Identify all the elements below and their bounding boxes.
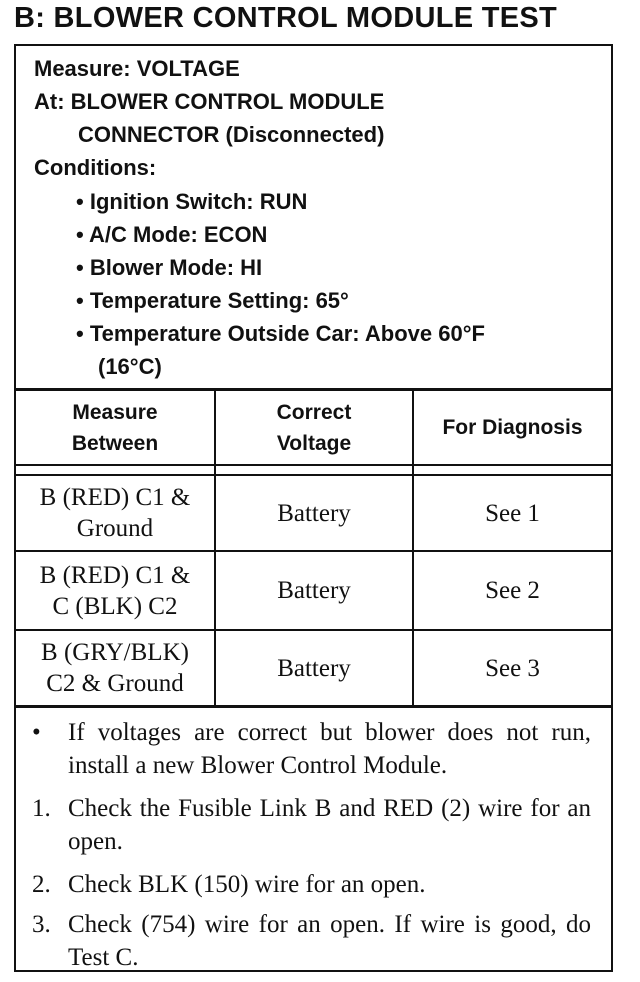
note-number: 3.	[32, 911, 51, 938]
table-row-3-voltage: Battery	[277, 654, 351, 682]
table-row-3-between: B (GRY/BLK) C2 & Ground	[41, 639, 189, 697]
header-measure-between: Measure Between	[71, 400, 159, 455]
table-row-2-between: B (RED) C1 & C (BLK) C2	[39, 561, 191, 620]
table-row-1-diagnosis: See 1	[485, 499, 540, 527]
bullet-icon: •	[76, 321, 84, 346]
table-row-2-voltage: Battery	[277, 577, 351, 604]
table-row-3-diagnosis: See 3	[485, 654, 540, 682]
conditions-label: Conditions:	[34, 155, 157, 180]
header-rule	[16, 464, 611, 466]
bullet-icon: •	[76, 288, 84, 313]
at-line-1: At: BLOWER CONTROL MODULE	[34, 89, 385, 114]
note-text: Check BLK (150) wire for an open.	[68, 871, 426, 898]
note-number: 1.	[32, 795, 51, 822]
table-row-1-voltage: Battery	[277, 499, 351, 527]
header-for-diagnosis: For Diagnosis	[442, 416, 583, 439]
condition-item: • Temperature Setting: 65°	[76, 288, 349, 313]
at-line-2: CONNECTOR (Disconnected)	[78, 122, 385, 147]
bullet-icon: •	[76, 255, 84, 280]
bullet-icon: •	[76, 189, 84, 214]
table-row-2-diagnosis: See 2	[485, 577, 540, 604]
condition-item: • Ignition Switch: RUN	[76, 189, 308, 214]
note-number: 2.	[32, 871, 51, 898]
measure-line: Measure: VOLTAGE	[34, 56, 240, 81]
bullet-icon: •	[32, 719, 41, 746]
test-procedure-box	[14, 44, 613, 972]
condition-item: • A/C Mode: ECON	[76, 222, 268, 247]
condition-item: • Blower Mode: HI	[76, 255, 263, 280]
table-bottom-rule	[16, 705, 611, 708]
header-correct-voltage: Correct Voltage	[276, 400, 352, 455]
condition-item: • Temperature Outside Car: Above 60°F	[76, 321, 485, 346]
page-title: B: BLOWER CONTROL MODULE TEST	[14, 2, 558, 34]
measurement-conditions	[16, 46, 611, 388]
note-text: If voltages are correct but blower does not run, install a new Blower Control Module.	[68, 719, 591, 779]
note-text: Check the Fusible Link B and RED (2) wire for an open.	[68, 795, 591, 855]
bullet-icon: •	[76, 222, 84, 247]
condition-item-continuation: (16°C)	[98, 354, 162, 379]
table-row-1-between: B (RED) C1 & Ground	[39, 484, 191, 542]
note-text: Check (754) wire for an open. If wire is good, do Test C.	[68, 911, 591, 971]
